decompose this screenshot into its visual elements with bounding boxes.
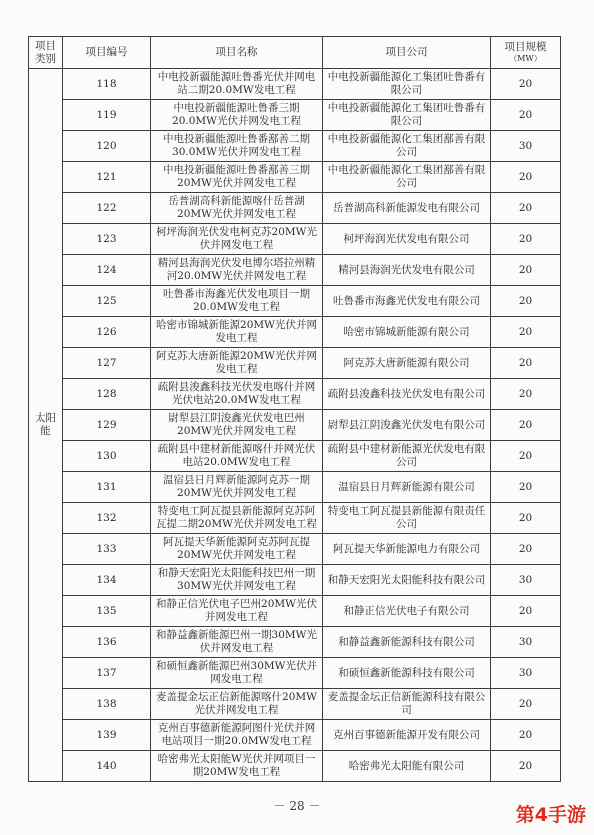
scale-cell: 20 [491,534,561,565]
table-row [29,69,561,100]
scale-cell: 20 [491,224,561,255]
scale-cell: 20 [491,720,561,751]
code-cell: 138 [63,689,151,720]
scale-cell: 20 [491,503,561,534]
table-row [29,410,561,441]
name-cell: 疏附县浚鑫科技光伏发电喀什并网光伏电站20.0MW发电工程 [151,379,323,410]
code-cell: 128 [63,379,151,410]
company-cell: 精河县海润光伏发电有限公司 [323,255,491,286]
company-cell: 阿瓦提天华新能源电力有限公司 [323,534,491,565]
header-scale-unit: （MW） [509,54,542,63]
header-scale [491,37,561,69]
scale-cell: 20 [491,193,561,224]
table-row [29,534,561,565]
name-cell: 中电投新疆能源吐鲁番光伏并网电站二期20.0MW发电工程 [151,69,323,100]
company-cell: 麦盖提金坛正信新能源科技有限公司 [323,689,491,720]
scale-cell: 20 [491,286,561,317]
table-row [29,100,561,131]
header-code: 项目编号 [63,37,151,69]
header-scale-label: 项目规模 [504,41,547,53]
company-cell: 中电投新疆能源化工集团吐鲁番有限公司 [323,100,491,131]
code-cell: 132 [63,503,151,534]
code-cell: 135 [63,596,151,627]
scale-cell: 20 [491,751,561,782]
scale-cell: 20 [491,410,561,441]
code-cell: 136 [63,627,151,658]
code-cell: 122 [63,193,151,224]
code-cell: 139 [63,720,151,751]
table-row [29,131,561,162]
name-cell: 特变电工阿瓦提县新能源阿克苏阿瓦提二期20MW光伏并网发电工程 [151,503,323,534]
table-row [29,658,561,689]
company-cell: 中电投新疆能源化工集团鄯善有限公司 [323,162,491,193]
category-cell: 太阳能 [29,69,63,782]
scale-cell: 20 [491,596,561,627]
table-row [29,317,561,348]
name-cell: 吐鲁番市海鑫光伏发电项目一期20.0MW发电工程 [151,286,323,317]
scale-cell: 20 [491,69,561,100]
code-cell: 129 [63,410,151,441]
company-cell: 阿克苏大唐新能源有限公司 [323,348,491,379]
code-cell: 134 [63,565,151,596]
code-cell: 125 [63,286,151,317]
table-row [29,503,561,534]
name-cell: 和静益鑫新能源巴州一期30MW光伏并网发电工程 [151,627,323,658]
scale-cell: 20 [491,162,561,193]
name-cell: 和静天宏阳光太阳能科技巴州一期30MW光伏并网发电工程 [151,565,323,596]
company-cell: 哈密弗光太阳能有限公司 [323,751,491,782]
scale-cell: 20 [491,441,561,472]
company-cell: 和静天宏阳光太阳能科技有限公司 [323,565,491,596]
table-row [29,348,561,379]
code-cell: 119 [63,100,151,131]
code-cell: 124 [63,255,151,286]
table-header-row [29,37,561,69]
header-company: 项目公司 [323,37,491,69]
table-row [29,565,561,596]
name-cell: 温宿县日月辉新能源阿克苏一期20MW光伏并网发电工程 [151,472,323,503]
scale-cell: 30 [491,131,561,162]
name-cell: 中电投新疆能源吐鲁番三期20.0MW光伏并网发电工程 [151,100,323,131]
scale-cell: 20 [491,689,561,720]
scale-cell: 30 [491,627,561,658]
name-cell: 中电投新疆能源吐鲁番鄯善三期20MW光伏并网发电工程 [151,162,323,193]
name-cell: 岳普湖高科新能源喀什岳普湖20MW光伏并网发电工程 [151,193,323,224]
name-cell: 柯坪海润光伏发电柯克苏20MW光伏并网发电工程 [151,224,323,255]
scale-cell: 30 [491,658,561,689]
name-cell: 和静正信光伏电子巴州20MW光伏并网发电工程 [151,596,323,627]
code-cell: 127 [63,348,151,379]
page-number: － 28 － [273,799,321,813]
company-cell: 柯坪海润光伏发电有限公司 [323,224,491,255]
header-category: 项目类别 [29,37,63,69]
company-cell: 哈密市锦城新能源有限公司 [323,317,491,348]
table-row [29,379,561,410]
table-row [29,255,561,286]
company-cell: 克州百事德新能源开发有限公司 [323,720,491,751]
table-row [29,286,561,317]
code-cell: 121 [63,162,151,193]
code-cell: 131 [63,472,151,503]
code-cell: 120 [63,131,151,162]
table-row [29,193,561,224]
company-cell: 和硕恒鑫新能源科技有限公司 [323,658,491,689]
code-cell: 126 [63,317,151,348]
table-row [29,751,561,782]
scale-cell: 30 [491,565,561,596]
name-cell: 尉犁县江阴浚鑫光伏发电巴州20MW光伏并网发电工程 [151,410,323,441]
project-table [28,36,561,782]
table-row [29,689,561,720]
table-row [29,224,561,255]
name-cell: 麦盖提金坛正信新能源喀什20MW光伏并网发电工程 [151,689,323,720]
code-cell: 133 [63,534,151,565]
table-row [29,627,561,658]
scale-cell: 20 [491,348,561,379]
company-cell: 和静正信光伏电子有限公司 [323,596,491,627]
table-row [29,162,561,193]
company-cell: 中电投新疆能源化工集团鄯善有限公司 [323,131,491,162]
name-cell: 哈密市锦城新能源20MW光伏并网发电工程 [151,317,323,348]
name-cell: 克州百事德新能源阿图什光伏并网电站项目一期20.0MW发电工程 [151,720,323,751]
name-cell: 和硕恒鑫新能源巴州30MW光伏并网发电工程 [151,658,323,689]
company-cell: 中电投新疆能源化工集团吐鲁番有限公司 [323,69,491,100]
code-cell: 140 [63,751,151,782]
scale-cell: 20 [491,317,561,348]
name-cell: 中电投新疆能源吐鲁番鄯善二期30.0MW光伏并网发电工程 [151,131,323,162]
watermark-logo: 第4手游 [515,804,586,826]
table-row [29,441,561,472]
company-cell: 特变电工阿瓦提县新能源有限责任公司 [323,503,491,534]
name-cell: 阿瓦提天华新能源阿克苏阿瓦提20MW光伏并网发电工程 [151,534,323,565]
company-cell: 岳普湖高科新能源发电有限公司 [323,193,491,224]
name-cell: 阿克苏大唐新能源20MW光伏并网发电工程 [151,348,323,379]
company-cell: 温宿县日月辉新能源有限公司 [323,472,491,503]
code-cell: 137 [63,658,151,689]
scale-cell: 20 [491,379,561,410]
table-row [29,720,561,751]
scale-cell: 20 [491,100,561,131]
header-name: 项目名称 [151,37,323,69]
company-cell: 吐鲁番市海鑫光伏发电有限公司 [323,286,491,317]
code-cell: 123 [63,224,151,255]
company-cell: 和静益鑫新能源科技有限公司 [323,627,491,658]
code-cell: 130 [63,441,151,472]
name-cell: 疏附县中建材新能源喀什并网光伏电站20.0MW发电工程 [151,441,323,472]
table-row [29,472,561,503]
company-cell: 疏附县浚鑫科技光伏发电有限公司 [323,379,491,410]
name-cell: 精河县海润光伏发电博尔塔拉州精河20.0MW光伏并网发电工程 [151,255,323,286]
scale-cell: 20 [491,472,561,503]
scale-cell: 20 [491,255,561,286]
table-row [29,596,561,627]
name-cell: 哈密弗光太阳能W光伏并网项目一期20MW发电工程 [151,751,323,782]
company-cell: 疏附县中建材新能源光伏发电有限公司 [323,441,491,472]
code-cell: 118 [63,69,151,100]
company-cell: 尉犁县江阴浚鑫光伏发电有限公司 [323,410,491,441]
